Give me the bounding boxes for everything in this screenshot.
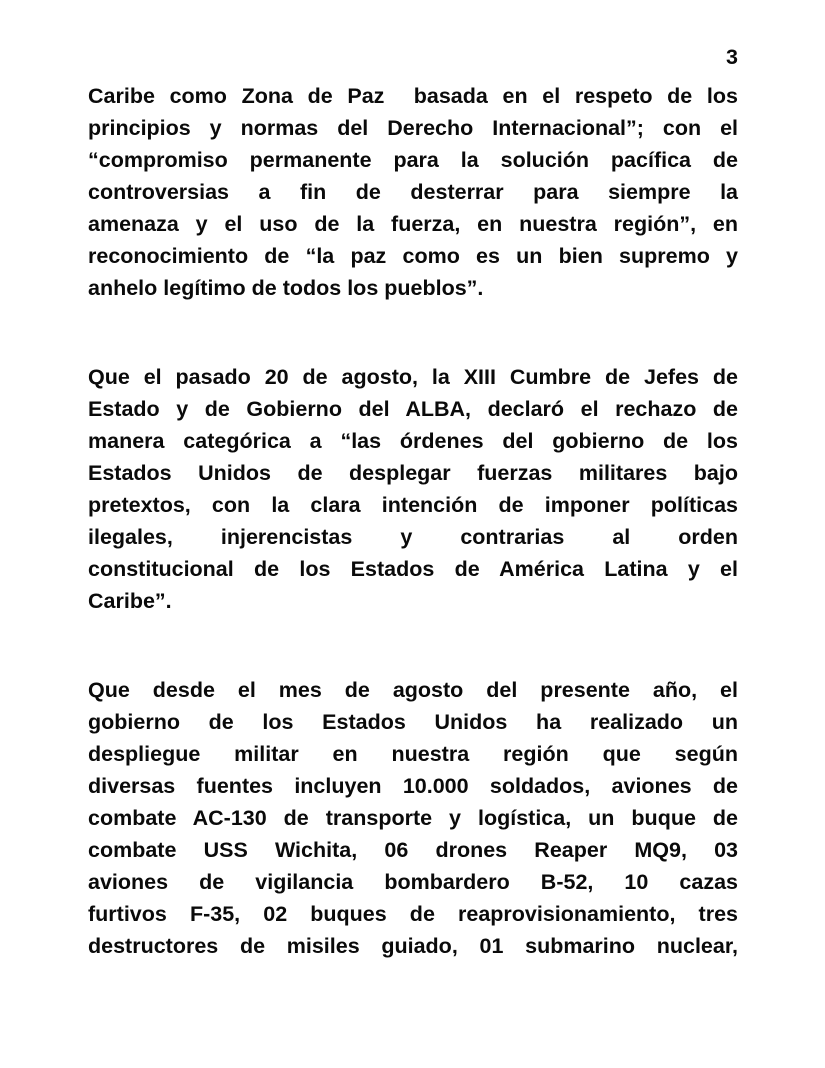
text-line: amenaza y el uso de la fuerza, en nuestra región”, en <box>88 212 738 236</box>
text-line: Estado y de Gobierno del ALBA, declaró el rechazo de <box>88 397 738 421</box>
paragraph-2 <box>88 361 738 617</box>
text-line: Caribe”. <box>88 589 172 613</box>
text-line: ilegales, injerencistas y contrarias al orden <box>88 525 738 549</box>
text-line: pretextos, con la clara intención de imponer políticas <box>88 493 738 517</box>
paragraph-1 <box>88 80 738 304</box>
paragraph-3 <box>88 674 738 962</box>
text-line: Que el pasado 20 de agosto, la XIII Cumbre de Jefes de <box>88 365 738 389</box>
text-line: gobierno de los Estados Unidos ha realizado un <box>88 710 738 734</box>
text-line: anhelo legítimo de todos los pueblos”. <box>88 276 484 300</box>
text-line: furtivos F-35, 02 buques de reaprovisionamiento, tres <box>88 902 738 926</box>
text-line: reconocimiento de “la paz como es un bien supremo y <box>88 244 738 268</box>
text-line: manera categórica a “las órdenes del gobierno de los <box>88 429 738 453</box>
text-line: “compromiso permanente para la solución pacífica de <box>88 148 738 172</box>
text-line: destructores de misiles guiado, 01 submarino nuclear, <box>88 934 738 958</box>
text-line: despliegue militar en nuestra región que según <box>88 742 738 766</box>
document-body <box>88 80 738 1019</box>
text-line: Que desde el mes de agosto del presente año, el <box>88 678 738 702</box>
text-line: combate AC-130 de transporte y logística, un buque de <box>88 806 738 830</box>
text-line: Estados Unidos de desplegar fuerzas militares bajo <box>88 461 738 485</box>
text-line: principios y normas del Derecho Internacional”; con el <box>88 116 738 140</box>
text-line: aviones de vigilancia bombardero B-52, 10 cazas <box>88 870 738 894</box>
text-line: diversas fuentes incluyen 10.000 soldados, aviones de <box>88 774 738 798</box>
text-line: combate USS Wichita, 06 drones Reaper MQ9, 03 <box>88 838 738 862</box>
page-number: 3 <box>726 45 738 69</box>
text-line: controversias a fin de desterrar para siempre la <box>88 180 738 204</box>
text-line: constitucional de los Estados de América Latina y el <box>88 557 738 581</box>
text-line: Caribe como Zona de Paz basada en el respeto de los <box>88 84 738 108</box>
